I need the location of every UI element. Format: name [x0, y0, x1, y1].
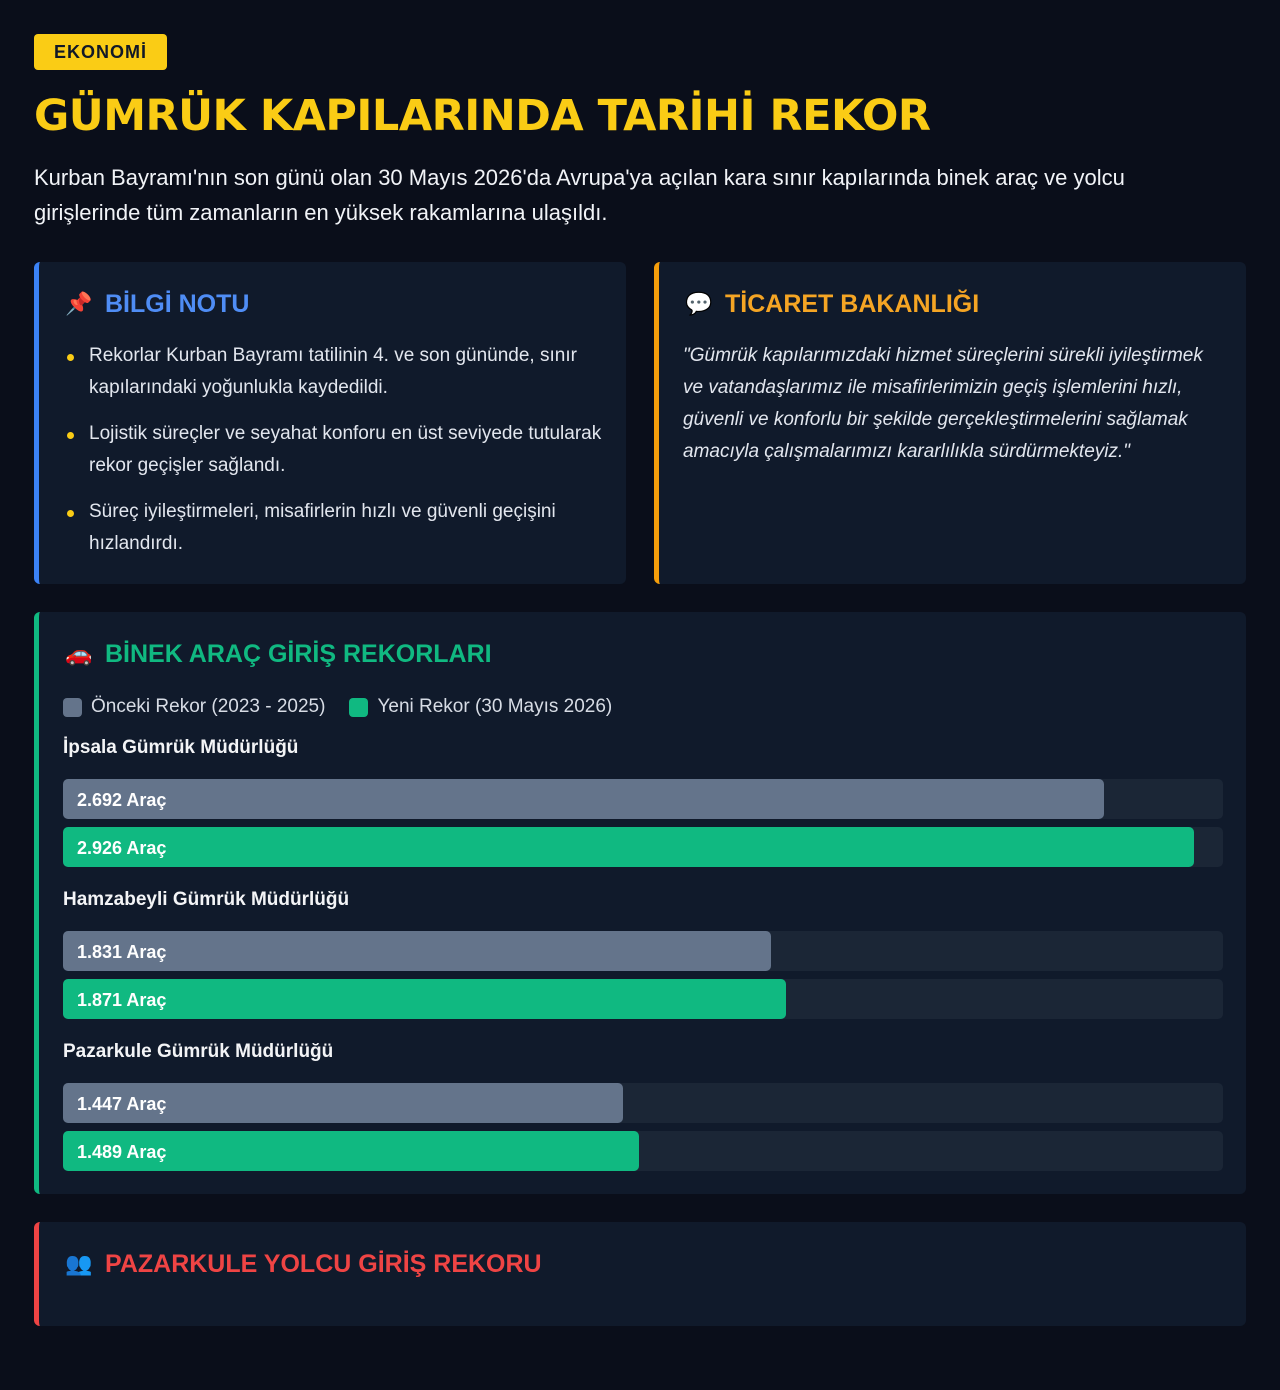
bar-value-label: 2.926 Araç	[77, 838, 167, 858]
passenger-card-title: PAZARKULE YOLCU GİRİŞ REKORU	[105, 1250, 542, 1278]
list-item: Lojistik süreçler ve seyahat konforu en üst seviyede tutularak rekor geçişler sağlandı.	[65, 418, 605, 482]
info-card-title: BİLGİ NOTU	[105, 290, 250, 318]
people-icon: 👥	[65, 1251, 93, 1276]
category-label: Pazarkule Gümrük Müdürlüğü	[63, 1041, 334, 1062]
legend-item-new	[349, 696, 612, 718]
info-list	[65, 340, 605, 574]
page	[34, 34, 1246, 1278]
legend-swatch-previous	[63, 698, 82, 717]
legend-label-new: Yeni Rekor (30 Mayıs 2026)	[377, 696, 613, 717]
vehicle-records-card	[34, 612, 1246, 1194]
ministry-quote: "Gümrük kapılarımızdaki hizmet süreçlerini sürekli iyileştirmek ve vatandaşlarımız ile misafirlerimizin geçiş işlemlerini hızlı, güvenli ve konforlu bir şekilde gerçekleştirmelerini sağlamak amacıyla çalışmalarımızı kararlılıkla sürdürmekteyiz."	[683, 345, 1203, 462]
list-item: Süreç iyileştirmeleri, misafirlerin hızlı ve güvenli geçişini hızlandırdı.	[65, 496, 605, 560]
bar	[63, 931, 771, 971]
passenger-record-card	[34, 1222, 1246, 1326]
chart-card-title: BİNEK ARAÇ GİRİŞ REKORLARI	[105, 640, 492, 668]
info-card	[34, 262, 626, 584]
legend-label-previous: Önceki Rekor (2023 - 2025)	[91, 696, 326, 717]
category-badge: EKONOMİ	[34, 34, 167, 70]
car-icon: 🚗	[65, 641, 93, 666]
chart-card-header	[65, 638, 492, 670]
list-item: Rekorlar Kurban Bayramı tatilinin 4. ve son gününde, sınır kapılarındaki yoğunlukla kaydedildi.	[65, 340, 605, 404]
info-row	[34, 262, 1246, 584]
bar	[63, 779, 1104, 819]
legend-item-previous	[63, 696, 325, 718]
pushpin-icon: 📌	[65, 291, 93, 316]
category-label: Hamzabeyli Gümrük Müdürlüğü	[63, 889, 350, 910]
chart-legend	[63, 696, 612, 718]
lead-paragraph: Kurban Bayramı'nın son günü olan 30 Mayıs 2026'da Avrupa'ya açılan kara sınır kapılarında binek araç ve yolcu girişlerinde tüm zamanların en yüksek rakamlarına ulaşıldı.	[34, 165, 1125, 225]
passenger-card-header	[65, 1248, 542, 1280]
bar-value-label: 1.489 Araç	[77, 1142, 167, 1162]
quote-card-header	[685, 288, 979, 320]
bar-value-label: 1.447 Araç	[77, 1094, 167, 1114]
quote-card	[654, 262, 1246, 584]
legend-swatch-new	[349, 698, 368, 717]
category-label: İpsala Gümrük Müdürlüğü	[63, 737, 299, 758]
bar-value-label: 1.831 Araç	[77, 942, 167, 962]
speech-bubble-icon: 💬	[685, 291, 713, 316]
info-card-header	[65, 288, 249, 320]
bar	[63, 979, 786, 1019]
bar	[63, 827, 1194, 867]
bar-value-label: 1.871 Araç	[77, 990, 167, 1010]
page-title: GÜMRÜK KAPILARINDA TARİHİ REKOR	[34, 91, 931, 141]
bar-value-label: 2.692 Araç	[77, 790, 167, 810]
quote-card-title: TİCARET BAKANLIĞI	[725, 290, 980, 318]
